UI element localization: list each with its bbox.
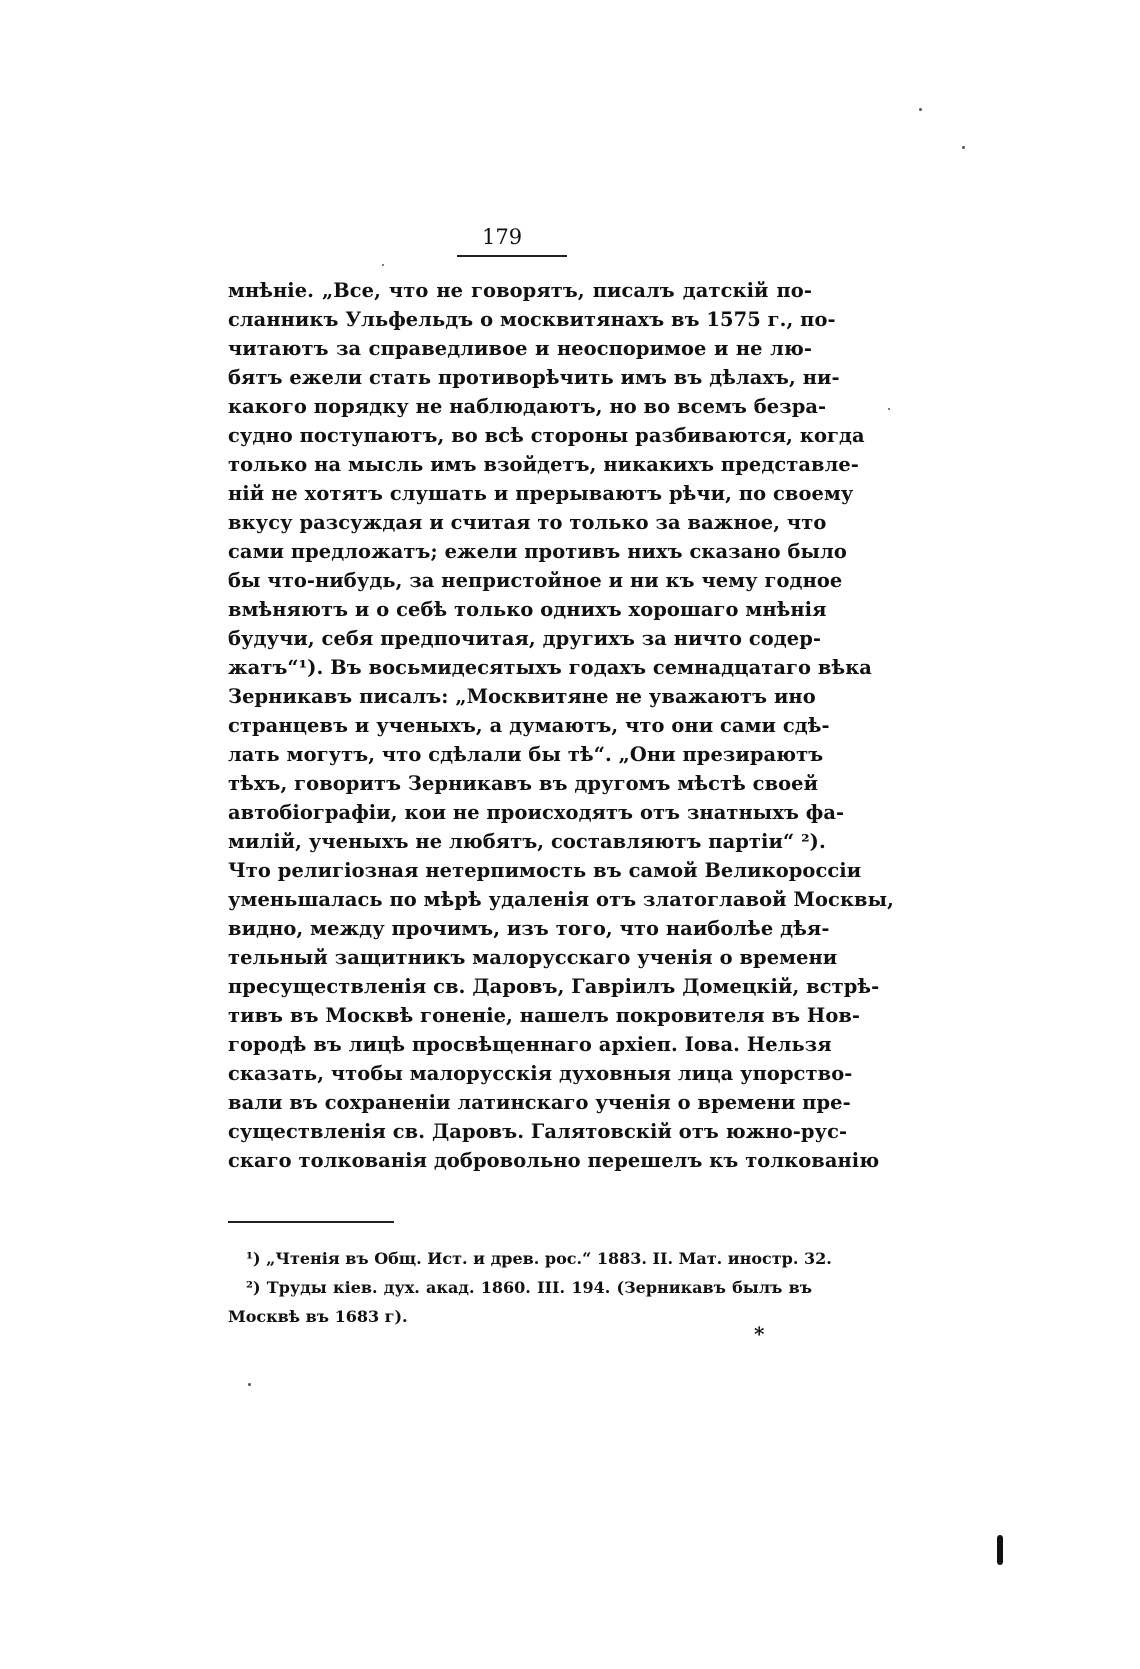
text-line: читаютъ за справедливое и неоспоримое и не лю- [228,337,812,360]
text-line: скаго толкованія добровольно перешелъ къ толкованію [228,1149,880,1172]
body-text [228,276,895,1175]
text-line: вмѣняютъ и о себѣ только однихъ хорошаго мнѣнія [228,598,827,621]
text-line: жатъ“¹). Въ восьмидесятыхъ годахъ семнадцатаго вѣка [228,656,872,679]
text-line: Зерникавъ писалъ: „Москвитяне не уважаютъ ино [228,685,816,708]
text-line: существленія св. Даровъ. Галятовскій отъ южно-рус- [228,1120,848,1143]
asterisk-mark: * [754,1322,765,1346]
text-line: какого порядку не наблюдаютъ, но во всемъ безра- [228,395,827,418]
page-number: 179 [482,225,523,249]
margin-mark [997,1535,1003,1565]
text-line: мнѣніе. „Все, что не говорятъ, писалъ датскій по- [228,279,812,302]
text-line: сланникъ Ульфельдъ о москвитянахъ въ 1575 г., по- [228,308,836,331]
page-speck [962,146,965,149]
text-line: лать могутъ, что сдѣлали бы тѣ“. „Они презираютъ [228,743,824,766]
text-line: бятъ ежели стать противорѣчить имъ въ дѣлахъ, ни- [228,366,840,389]
text-line: странцевъ и ученыхъ, а думаютъ, что они сами сдѣ- [228,714,830,737]
page-speck [919,108,922,111]
text-line: сами предложатъ; ежели противъ нихъ сказано было [228,540,847,563]
text-line: тельный защитникъ малорусскаго ученія о времени [228,946,838,969]
header-rule [457,255,567,257]
footnote-2: ²) Труды кіев. дух. акад. 1860. III. 194. (Зерникавъ былъ въ [246,1278,812,1297]
text-line: судно поступаютъ, во всѣ стороны разбиваются, когда [228,424,865,447]
text-line: будучи, себя предпочитая, другихъ за ничто содер- [228,627,822,650]
text-line: вкусу разсуждая и считая то только за важное, что [228,511,827,534]
text-line: тѣхъ, говоритъ Зерникавъ въ другомъ мѣстѣ своей [228,772,819,795]
text-line: сказать, чтобы малорусскія духовныя лица упорство- [228,1062,853,1085]
page-speck [888,408,890,410]
text-line: автобіографіи, кои не происходятъ отъ знатныхъ фа- [228,801,845,824]
footnote-rule [228,1221,394,1223]
text-line: пресуществленія св. Даровъ, Гавріилъ Домецкій, встрѣ- [228,975,880,998]
text-line: городѣ въ лицѣ просвѣщеннаго архіеп. Іова. Нельзя [228,1033,832,1056]
text-line: вали въ сохраненіи латинскаго ученія о времени пре- [228,1091,851,1114]
page-speck [382,264,384,266]
text-line: милій, ученыхъ не любятъ, составляютъ партіи“ ²). [228,830,826,853]
text-line: только на мысль имъ взойдетъ, никакихъ представле- [228,453,859,476]
footnote-2-continuation: Москвѣ въ 1683 г). [228,1307,408,1326]
text-line: Что религіозная нетерпимость въ самой Великороссіи [228,859,862,882]
footnote-1: ¹) „Чтенія въ Общ. Ист. и древ. рос.“ 1883. II. Мат. иностр. 32. [246,1249,832,1268]
text-line: ній не хотятъ слушать и прерываютъ рѣчи, по своему [228,482,854,505]
text-line: уменьшалась по мѣрѣ удаленія отъ златоглавой Москвы, [228,888,895,911]
text-line: бы что-нибудь, за непристойное и ни къ чему годное [228,569,843,592]
text-line: видно, между прочимъ, изъ того, что наиболѣе дѣя- [228,917,830,940]
page-speck [248,1383,251,1386]
footnotes [228,1244,832,1331]
text-line: тивъ въ Москвѣ гоненіе, нашелъ покровителя въ Нов- [228,1004,861,1027]
